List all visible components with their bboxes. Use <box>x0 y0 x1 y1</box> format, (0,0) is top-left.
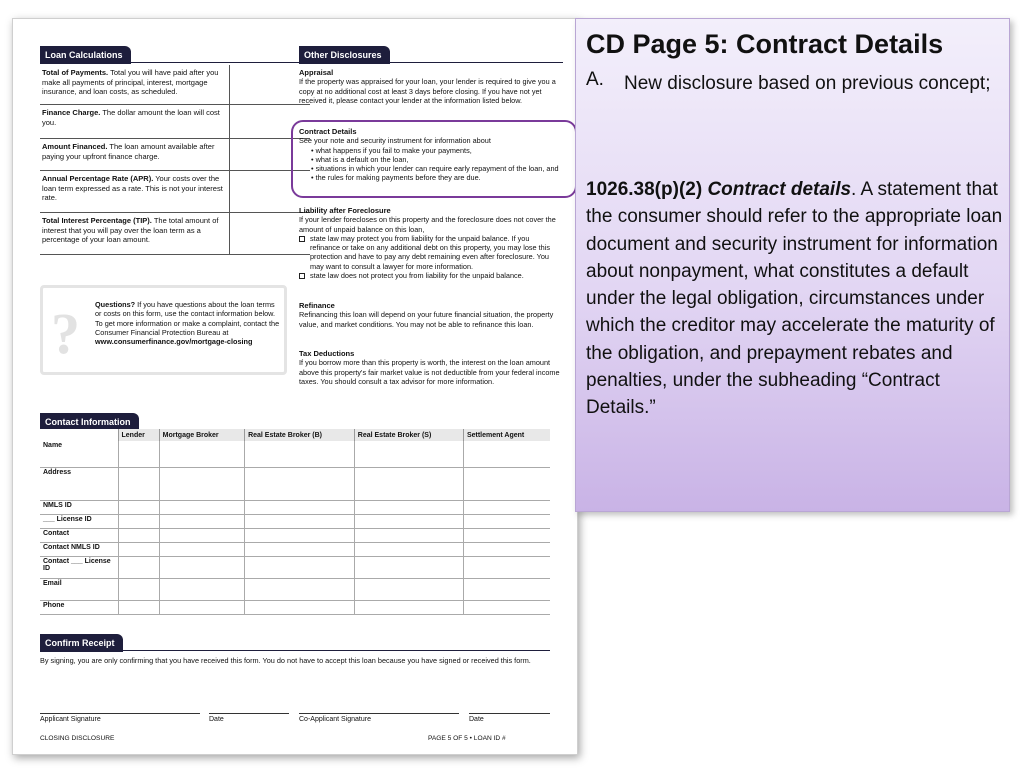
liability-section: Liability after Foreclosure If your lender forecloses on this property and the foreclosure does not cover the amount of unpaid balance on this loan, state law may protect you from liability for the unpaid balance. If you refinance or take on any additional debt on this property, you may lose this protection and have to pay any debt remaining even after foreclosure. You may want to consult a lawyer for more information. state law does not protect you from liability for the unpaid balance. <box>299 206 556 281</box>
contract-details-highlight <box>291 120 577 198</box>
liability-checkbox-1[interactable] <box>299 236 305 242</box>
confirm-receipt-text: By signing, you are only confirming that you have received this form. You do not have to accept this loan because you have signed or received this form. <box>40 656 531 665</box>
contract-details-section: Contract Details See your note and security instrument for information about • what happens if you fail to make your payments, • what is a default on the loan, • situations in which your lender can require early repayment of the loan, and • the rules for making payments before they are due. <box>299 127 563 183</box>
question-mark-icon: ? <box>51 301 80 366</box>
footer-left: CLOSING DISCLOSURE <box>40 735 115 742</box>
cfpb-link[interactable]: www.consumerfinance.gov/mortgage-closing <box>95 337 253 347</box>
row-label: Name <box>40 441 118 467</box>
questions-box: ? Questions? If you have questions about the loan terms or costs on this form, use the contact information below. To get more information or make a complaint, contact the Consumer Financial Protection Bureau at www.consumerfinance.gov/mortgage-closing <box>40 285 287 375</box>
confirm-receipt-header: Confirm Receipt <box>40 633 550 651</box>
contact-information-table <box>40 429 550 615</box>
citation: 1026.38(p)(2) <box>586 179 703 200</box>
row-label: Contact NMLS ID <box>40 542 118 556</box>
row-label: Email <box>40 578 118 600</box>
date-line-1[interactable]: Date <box>209 713 289 723</box>
col-re-broker-b: Real Estate Broker (B) <box>245 429 355 441</box>
loan-calculations-header: Loan Calculations <box>40 45 310 63</box>
panel-list-item: A. New disclosure based on previous concept; <box>586 69 991 94</box>
lc-row-tip: Total Interest Percentage (TIP). The total amount of interest that you will pay over the loan term as a percentage of your loan amount. <box>40 213 310 255</box>
row-label: Contact <box>40 528 118 542</box>
date-line-2[interactable]: Date <box>469 713 550 723</box>
contract-item: • what happens if you fail to make your payments, <box>311 146 563 155</box>
explanation-panel <box>575 18 1010 512</box>
panel-title: CD Page 5: Contract Details <box>586 29 944 59</box>
panel-body-text: . A statement that the consumer should refer to the appropriate loan document and security instrument for information about nonpayment, what constitutes a default under the legal obligation, circumstances under which the creditor may accelerate the maturity of the obligation, and prepayment rebates and penalties, under the subheading “Contract Details.” <box>586 179 1003 419</box>
row-label: ___ License ID <box>40 514 118 528</box>
footer-right: PAGE 5 OF 5 • LOAN ID # <box>428 735 506 742</box>
closing-disclosure-page <box>12 18 578 755</box>
contact-information-header: Contact Information <box>40 412 550 430</box>
co-applicant-signature-line[interactable]: Co-Applicant Signature <box>299 713 459 723</box>
applicant-signature-line[interactable]: Applicant Signature <box>40 713 200 723</box>
row-label: Contact ___ License ID <box>40 556 118 578</box>
lc-row-total-payments: Total of Payments. Total you will have paid after you make all payments of principal, interest, mortgage insurance, and loan costs, as scheduled. <box>40 65 310 105</box>
lc-row-finance-charge: Finance Charge. The dollar amount the loan will cost you. <box>40 105 310 139</box>
row-label: Phone <box>40 600 118 614</box>
contract-item: • the rules for making payments before they are due. <box>311 173 563 182</box>
panel-body <box>586 176 1004 422</box>
lc-row-amount-financed: Amount Financed. The loan amount available after paying your upfront finance charge. <box>40 139 310 171</box>
col-mortgage-broker: Mortgage Broker <box>159 429 244 441</box>
other-disclosures-header: Other Disclosures <box>299 45 563 63</box>
contract-item: • what is a default on the loan, <box>311 155 563 164</box>
lc-row-apr: Annual Percentage Rate (APR). Your costs over the loan term expressed as a rate. This is not your interest rate. <box>40 171 310 213</box>
col-settlement-agent: Settlement Agent <box>463 429 550 441</box>
appraisal-section: Appraisal If the property was appraised for your loan, your lender is required to give you a copy at no additional cost at least 3 days before closing. If you have not yet received it, please contact your lender at the information listed below. <box>299 68 556 105</box>
row-label: NMLS ID <box>40 500 118 514</box>
col-lender: Lender <box>118 429 159 441</box>
refinance-section: Refinance Refinancing this loan will depend on your future financial situation, the property value, and market conditions. You may not be able to refinance this loan. <box>299 301 554 329</box>
citation-term: Contract details <box>707 179 852 200</box>
col-re-broker-s: Real Estate Broker (S) <box>354 429 463 441</box>
contract-item: • situations in which your lender can require early repayment of the loan, and <box>311 164 563 173</box>
tax-deductions-section: Tax Deductions If you borrow more than this property is worth, the interest on the loan amount above this property's fair market value is not deductible from your federal income taxes. You should consult a tax advisor for more information. <box>299 349 560 386</box>
row-label: Address <box>40 467 118 500</box>
liability-checkbox-2[interactable] <box>299 273 305 279</box>
